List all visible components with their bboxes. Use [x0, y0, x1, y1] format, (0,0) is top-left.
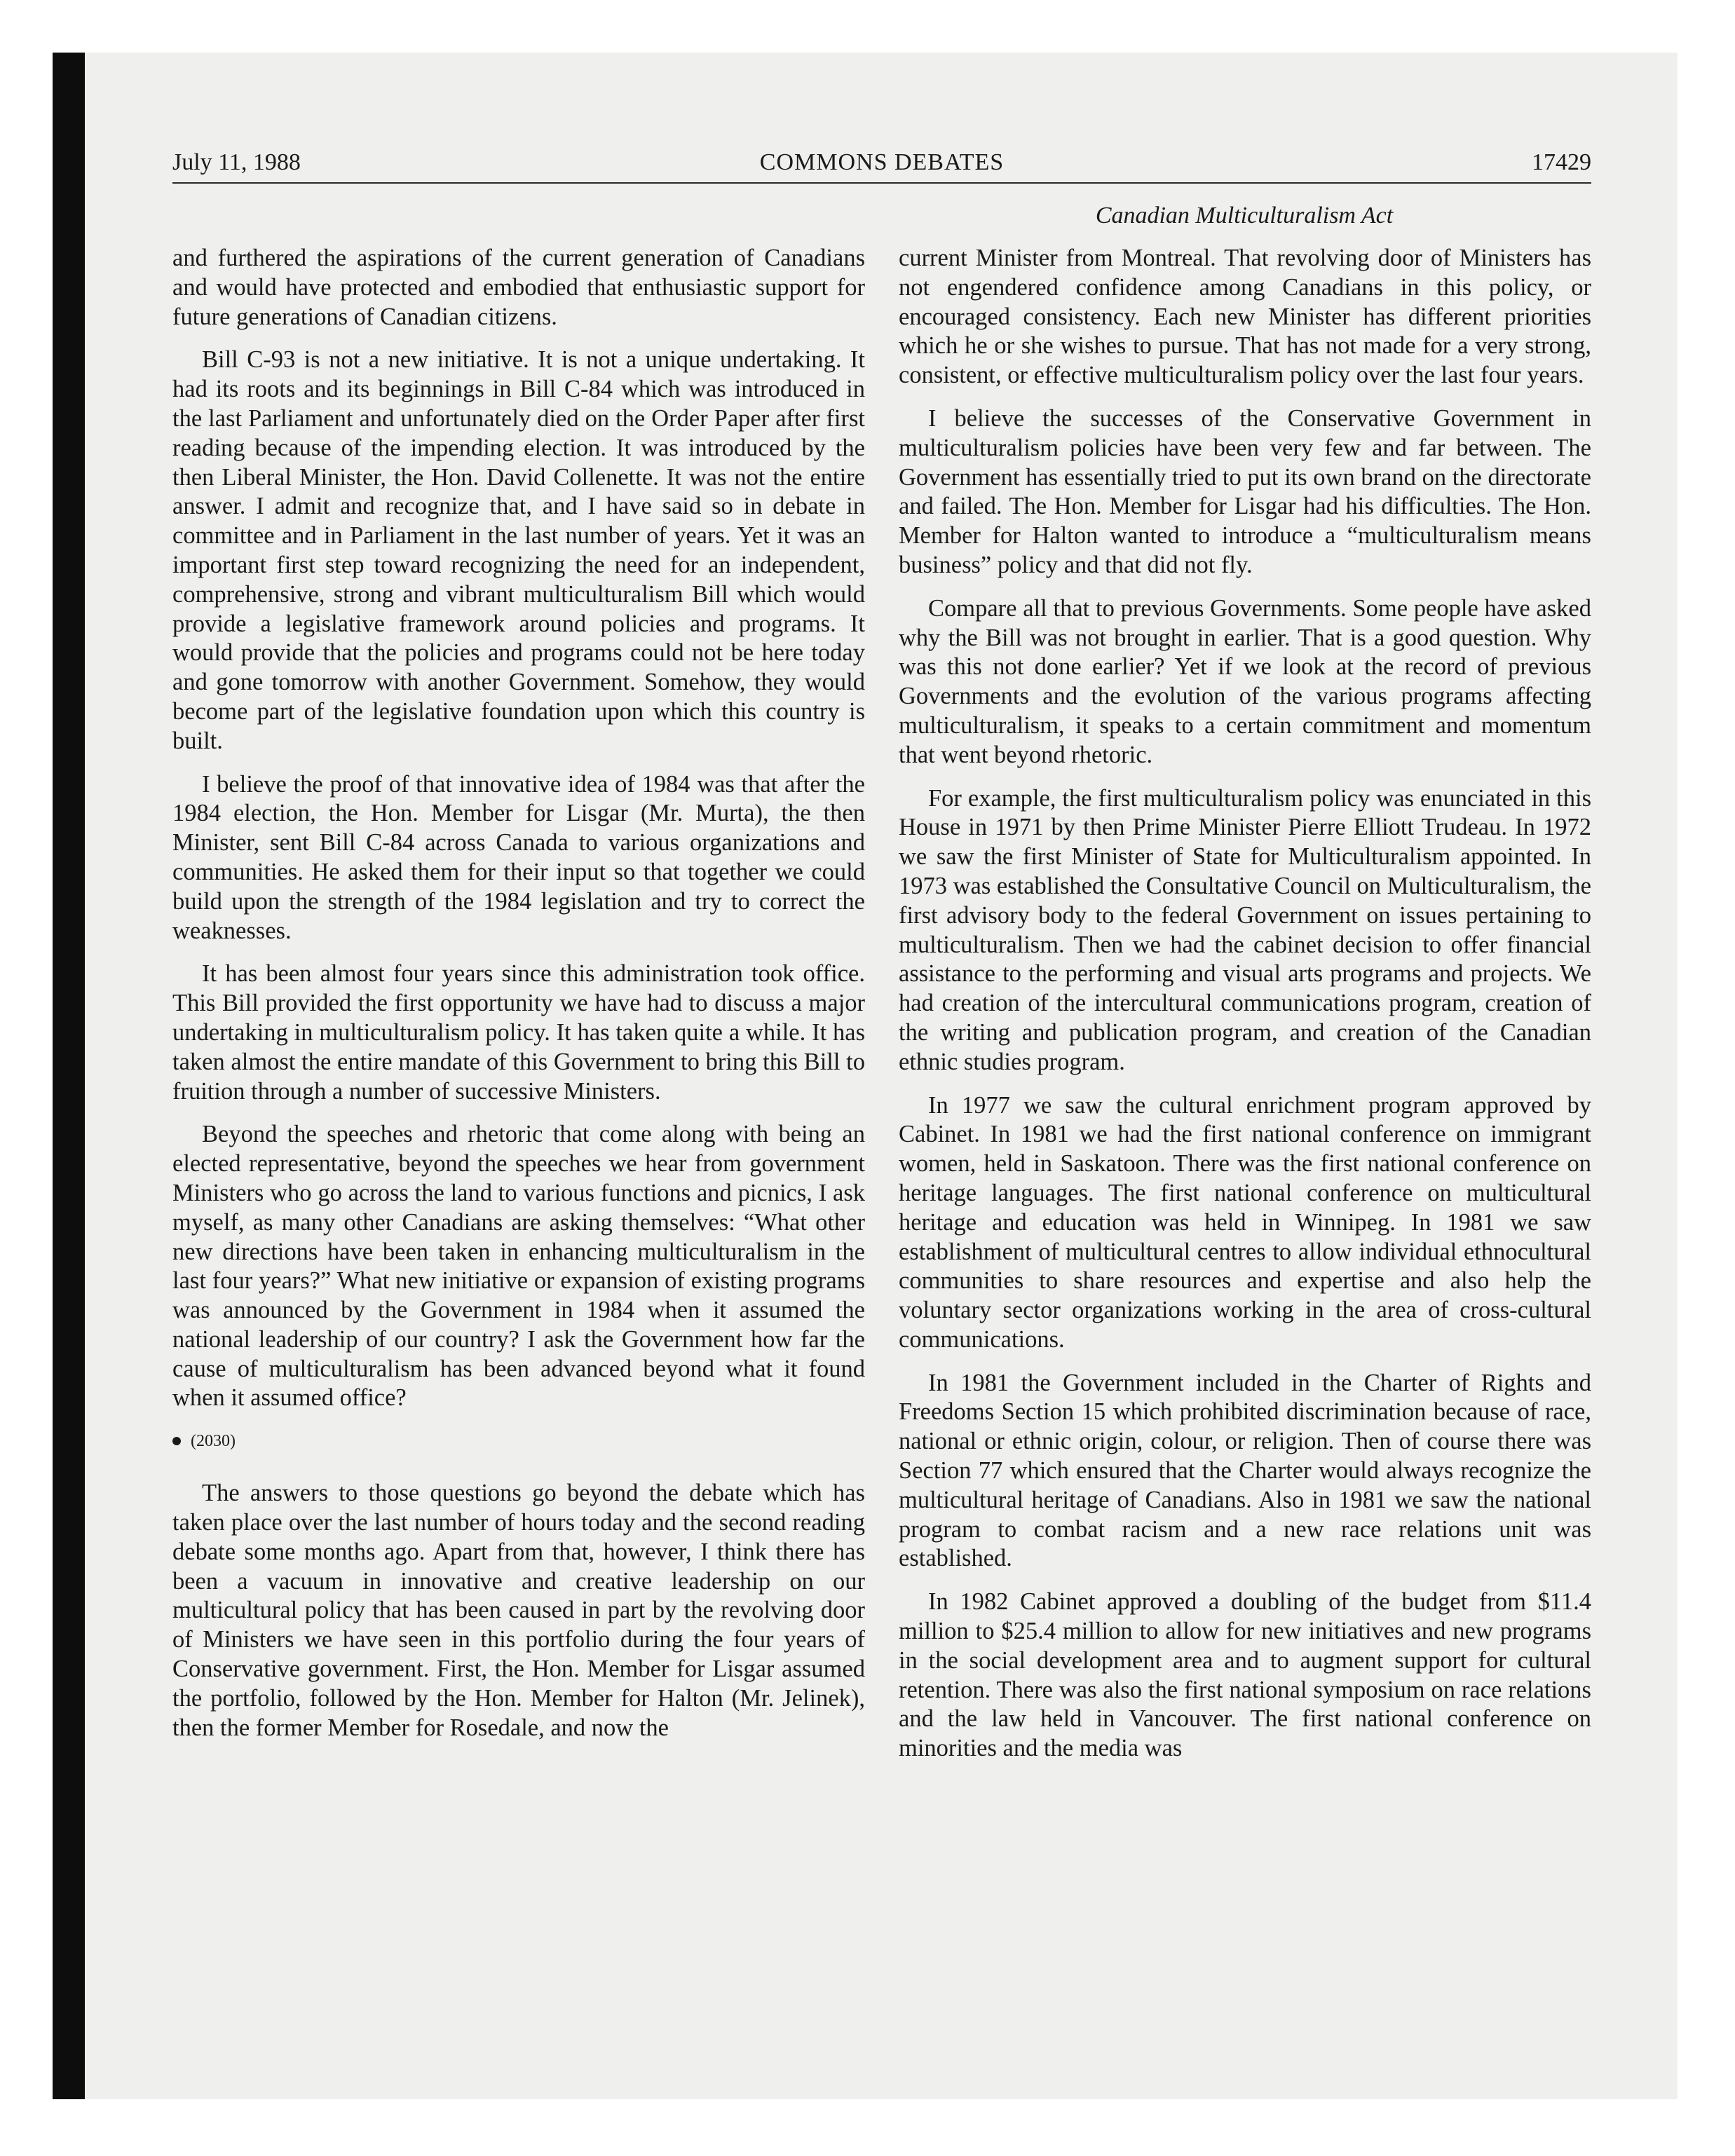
- paragraph: I believe the successes of the Conservative Government in multiculturalism policies have been very few and far between. The Government has essentially tried to put its own brand on the directorate and failed. The Hon. Member for Lisgar had his difficulties. The Hon. Member for Halton wanted to introduce a “multiculturalism means business” policy and that did not fly.: [899, 404, 1591, 578]
- paragraph: In 1981 the Government included in the Charter of Rights and Freedoms Section 15 which prohibited discrimination because of race, national or ethnic origin, colour, or religion. Then of course there was Section 77 which ensured that the Charter would always recognize the multicultural heritage of Canadians. Also in 1981 we saw the national program to combat racism and a new race relations unit was established.: [899, 1369, 1591, 1572]
- header-publication: COMMONS DEBATES: [759, 149, 1005, 175]
- paragraph: In 1977 we saw the cultural enrichment program approved by Cabinet. In 1981 we had the first national conference on immigrant women, held in Saskatoon. There was the first national conference on heritage languages. The first national conference on multicultural heritage and education was held in Winnipeg. In 1981 we saw establishment of multicultural centres to allow individual ethnocultural communities to share resources and expertise and also help the voluntary sector organizations working in the area of cross-cultural communications.: [899, 1091, 1591, 1353]
- paragraph: Beyond the speeches and rhetoric that come along with being an elected representative, beyond the speeches we hear from government Ministers who go across the land to various functions and picnics, I ask myself, as many other Canadians are asking themselves: “What other new directions have been taken in enhancing multiculturalism in the last four years?” What new initiative or expansion of existing programs was announced by the Government in 1984 when it assumed the national leadership of our country? I ask the Government how far the cause of multiculturalism has been advanced beyond what it found when it assumed office?: [172, 1121, 865, 1412]
- paragraph: For example, the first multiculturalism policy was enunciated in this House in 1971 by then Prime Minister Pierre Elliott Trudeau. In 1972 we saw the first Minister of State for Multiculturalism appointed. In 1973 was established the Consultative Council on Multiculturalism, the first advisory body to the federal Government on issues pertaining to multiculturalism. Then we had the cabinet decision to offer financial assistance to the performing and visual arts programs and projects. We had creation of the intercultural communications program, creation of the writing and publication program, and creation of the Canadian ethnic studies program.: [899, 784, 1591, 1075]
- scan-edge-shadow: [53, 53, 85, 2099]
- paragraph: current Minister from Montreal. That revolving door of Ministers has not engendered confidence among Canadians in this policy, or encouraged consistency. Each new Minister has different priorities which he or she wishes to pursue. That has not made for a very strong, consistent, or effective multiculturalism policy over the last four years.: [899, 245, 1591, 389]
- running-head: Canadian Multiculturalism Act: [1095, 203, 1394, 228]
- page-header: [172, 146, 1591, 184]
- paragraph: It has been almost four years since this administration took office. This Bill provided the first opportunity we have had to discuss a major undertaking in multiculturalism policy. It has taken quite a while. It has taken almost the entire mandate of this Government to bring this Bill to fruition through a number of successive Ministers.: [172, 960, 865, 1105]
- time-marker: [172, 1427, 865, 1455]
- right-column: [899, 244, 1591, 1778]
- header-page-number: 17429: [1532, 149, 1591, 175]
- paragraph: and furthered the aspirations of the current generation of Canadians and would have protected and embodied that enthusiastic support for future generations of Canadian citizens.: [172, 245, 865, 330]
- time-marker-label: (2030): [191, 1432, 236, 1451]
- left-column: [172, 244, 865, 1756]
- paragraph: Compare all that to previous Governments. Some people have asked why the Bill was not brought in earlier. That is a good question. Why was this not done earlier? Yet if we look at the record of previous Governments and the evolution of the various programs affecting multiculturalism, it speaks to a certain commitment and momentum that went beyond rhetoric.: [899, 594, 1591, 768]
- paragraph: In 1982 Cabinet approved a doubling of the budget from $11.4 million to $25.4 million to allow for new initiatives and new programs in the social development area and to augment support for cultural retention. There was also the first national symposium on race relations and the law held in Vancouver. The first national conference on minorities and the media was: [899, 1588, 1591, 1762]
- paragraph: Bill C-93 is not a new initiative. It is not a unique undertaking. It had its roots and its beginnings in Bill C-84 which was introduced in the last Parliament and unfortunately died on the Order Paper after first reading because of the impending election. It was introduced by the then Liberal Minister, the Hon. David Collenette. It was not the entire answer. I admit and recognize that, and I have said so in debate in committee and in Parliament in the last number of years. Yet it was an important first step toward recognizing the need for an independent, comprehensive, strong and vibrant multiculturalism Bill which would provide a legislative framework around policies and programs. It would provide that the policies and programs could not be here today and gone tomorrow with another Government. Somehow, they would become part of the legislative foundation upon which this country is built.: [172, 346, 865, 754]
- paragraph: I believe the proof of that innovative idea of 1984 was that after the 1984 election, the Hon. Member for Lisgar (Mr. Murta), the then Minister, sent Bill C-84 across Canada to various organizations and communities. He asked them for their input so that together we could build upon the strength of the 1984 legislation and try to correct the weaknesses.: [172, 770, 865, 944]
- bullet-icon: [172, 1437, 181, 1445]
- header-date: July 11, 1988: [172, 149, 301, 175]
- paragraph: The answers to those questions go beyond the debate which has taken place over the last number of hours today and the second reading debate some months ago. Apart from that, however, I think there has been a vacuum in innovative and creative leadership on our multicultural policy that has been caused in part by the revolving door of Ministers we have seen in this portfolio during the four years of Conservative government. First, the Hon. Member for Lisgar assumed the portfolio, followed by the Hon. Member for Halton (Mr. Jelinek), then the former Member for Rosedale, and now the: [172, 1480, 865, 1741]
